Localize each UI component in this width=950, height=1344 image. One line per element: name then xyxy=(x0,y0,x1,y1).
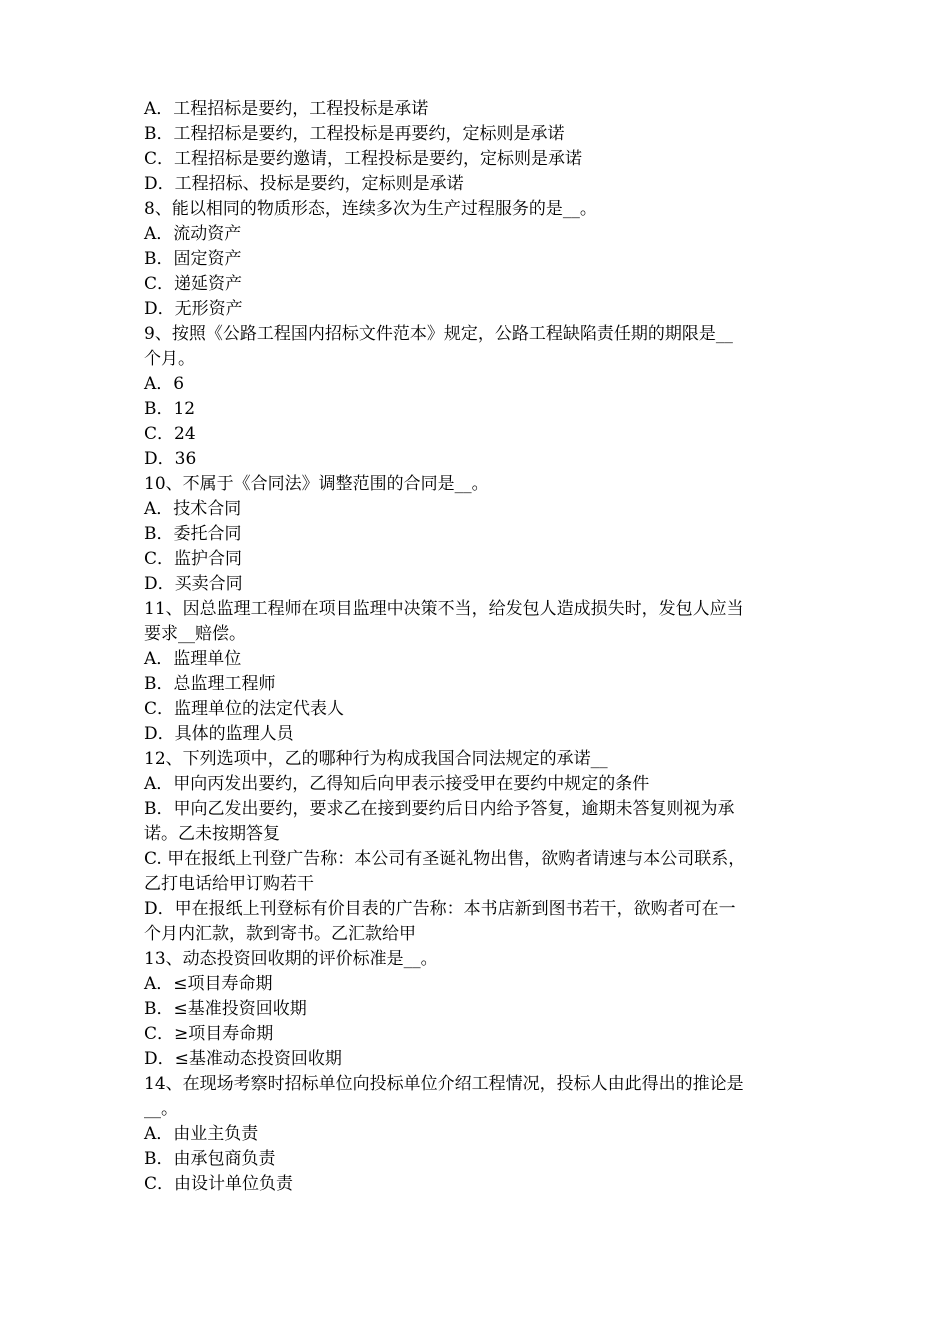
option-line: A．由业主负责 xyxy=(144,1124,259,1144)
option-line: C．递延资产 xyxy=(144,274,243,294)
option-line: A．甲向丙发出要约，乙得知后向甲表示接受甲在要约中规定的条件 xyxy=(144,774,650,794)
question-line: 个月。 xyxy=(144,349,195,369)
question-line: 13、动态投资回收期的评价标准是__。 xyxy=(144,949,438,969)
option-line: A．工程招标是要约，工程投标是承诺 xyxy=(144,99,429,119)
option-line: B．≤基准投资回收期 xyxy=(144,999,307,1019)
question-line: 12、下列选项中，乙的哪种行为构成我国合同法规定的承诺__ xyxy=(144,749,608,769)
option-line: 个月内汇款，款到寄书。乙汇款给甲 xyxy=(144,924,416,944)
option-line: A．≤项目寿命期 xyxy=(144,974,273,994)
option-line: D．具体的监理人员 xyxy=(144,724,294,744)
question-line: 9、按照《公路工程国内招标文件范本》规定，公路工程缺陷责任期的期限是__ xyxy=(144,324,733,344)
option-line: B．总监理工程师 xyxy=(144,674,276,694)
option-line: 诺。乙未按期答复 xyxy=(144,824,280,844)
option-line: A．6 xyxy=(144,374,185,394)
option-line: B．工程招标是要约，工程投标是再要约，定标则是承诺 xyxy=(144,124,565,144)
option-line: B．由承包商负责 xyxy=(144,1149,276,1169)
option-line: C．由设计单位负责 xyxy=(144,1174,294,1194)
option-line: D．无形资产 xyxy=(144,299,243,319)
option-line: B．固定资产 xyxy=(144,249,242,269)
option-line: D．甲在报纸上刊登标有价目表的广告称：本书店新到图书若干，欲购者可在一 xyxy=(144,899,736,919)
option-line: C．监护合同 xyxy=(144,549,243,569)
question-line: 11、因总监理工程师在项目监理中决策不当，给发包人造成损失时，发包人应当 xyxy=(144,599,744,619)
option-line: D．工程招标、投标是要约，定标则是承诺 xyxy=(144,174,464,194)
document-body xyxy=(144,97,812,1197)
option-line: C．≥项目寿命期 xyxy=(144,1024,274,1044)
option-line: A．流动资产 xyxy=(144,224,242,244)
option-line: C．24 xyxy=(144,424,196,444)
question-line: 10、不属于《合同法》调整范围的合同是__。 xyxy=(144,474,489,494)
question-line: 14、在现场考察时招标单位向投标单位介绍工程情况，投标人由此得出的推论是 xyxy=(144,1074,744,1094)
option-line: B．12 xyxy=(144,399,196,419)
question-line: 要求__赔偿。 xyxy=(144,624,246,644)
option-line: D．≤基准动态投资回收期 xyxy=(144,1049,342,1069)
option-line: D．买卖合同 xyxy=(144,574,243,594)
option-line: C．工程招标是要约邀请，工程投标是要约，定标则是承诺 xyxy=(144,149,583,169)
question-line: 8、能以相同的物质形态，连续多次为生产过程服务的是__。 xyxy=(144,199,597,219)
option-line: C. 甲在报纸上刊登广告称：本公司有圣诞礼物出售，欲购者请速与本公司联系， xyxy=(144,849,746,869)
option-line: B．委托合同 xyxy=(144,524,242,544)
option-line: B．甲向乙发出要约，要求乙在接到要约后日内给予答复，逾期未答复则视为承 xyxy=(144,799,735,819)
option-line: 乙打电话给甲订购若干 xyxy=(144,874,314,894)
option-line: D．36 xyxy=(144,449,197,469)
option-line: A．监理单位 xyxy=(144,649,242,669)
option-line: C．监理单位的法定代表人 xyxy=(144,699,345,719)
question-line: __。 xyxy=(144,1099,178,1119)
option-line: A．技术合同 xyxy=(144,499,242,519)
